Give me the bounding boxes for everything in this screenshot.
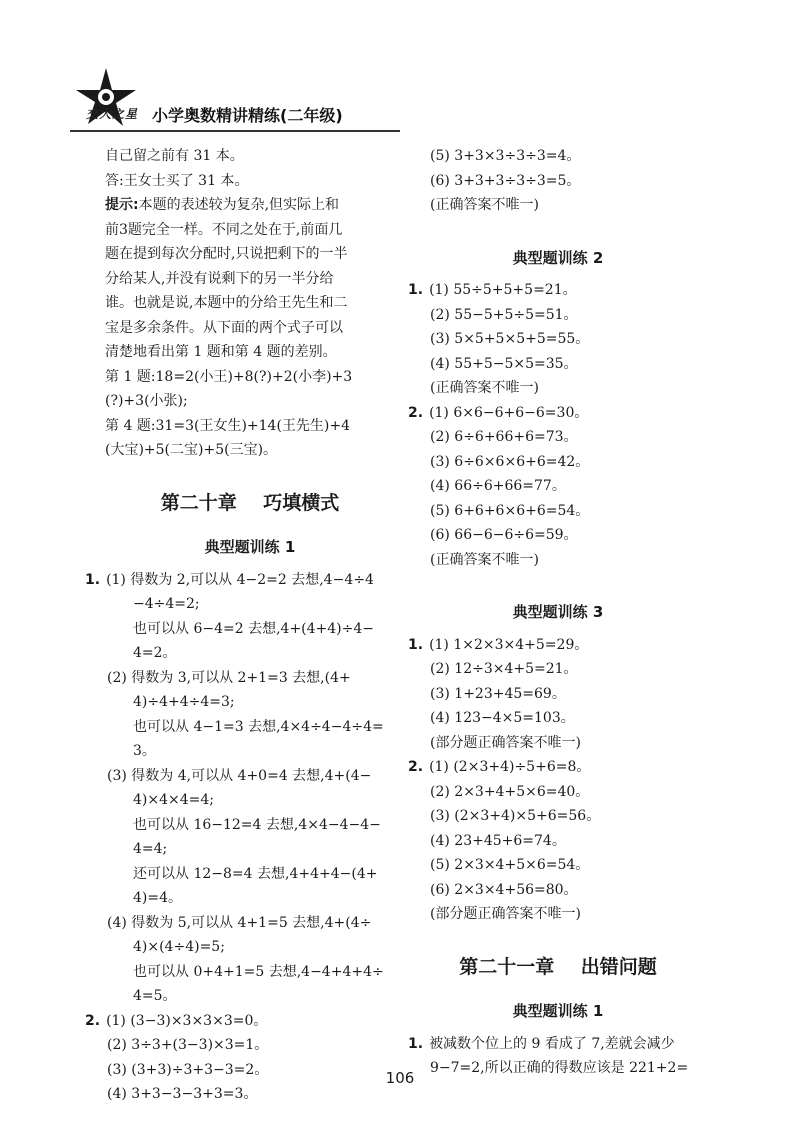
left-column	[85, 144, 395, 1107]
question-line: 2. (1) (2×3+4)÷5+6=8。	[408, 759, 591, 775]
text-line: (6) 3+3+3÷3÷3=5。	[430, 172, 581, 189]
section-title: 典型题训练 1	[204, 538, 296, 556]
question-number: 1.	[85, 571, 101, 588]
book-title: 小学奥数精讲精练(二年级)	[152, 106, 343, 125]
text-line: 4)×(4÷4)=5;	[133, 939, 225, 955]
text-line: 清楚地看出第 1 题和第 4 题的差别。	[105, 344, 337, 360]
text-line: (6) 2×3×4+56=80。	[430, 881, 578, 898]
text-line: (部分题正确答案不唯一)	[430, 906, 581, 922]
text-line: (3) (3+3)÷3+3−3=2。	[107, 1061, 269, 1078]
question-number: 1.	[408, 282, 424, 298]
text-line: 题在提到每次分配时,只说把剩下的一半	[105, 246, 348, 262]
question-line: 1. (1) 55÷5+5+5=21。	[408, 282, 577, 298]
text-line: 谁。也就是说,本题中的分给王先生和二	[105, 295, 348, 311]
text-line: 也可以从 4−1=3 去想,4×4÷4−4÷4=	[133, 718, 384, 735]
page-number: 106	[385, 1069, 415, 1087]
text-line: 4=4;	[133, 841, 168, 857]
text-line: (2) 12÷3×4+5=21。	[430, 661, 578, 677]
text-line: (3) 6÷6×6×6+6=42。	[430, 453, 590, 470]
text-line: (3) 1+23+45=69。	[430, 685, 566, 702]
text-line: (5) 6+6+6×6+6=54。	[430, 502, 590, 519]
brand-name: 交大之星	[86, 107, 139, 121]
text-line: 还可以从 12−8=4 去想,4+4+4−(4+	[133, 865, 378, 882]
page-header	[70, 64, 410, 134]
text-line: (4) 得数为 5,可以从 4+1=5 去想,4+(4÷	[107, 914, 372, 931]
text-line: 也可以从 6−4=2 去想,4+(4+4)÷4−	[133, 620, 375, 637]
text-line: (5) 3+3×3÷3÷3=4。	[430, 148, 581, 164]
text-line: (3) 5×5+5×5+5=55。	[430, 331, 590, 347]
section-title: 典型题训练 2	[512, 248, 604, 267]
tip-label: 提示:	[105, 197, 139, 213]
text-line: 自己留之前有 31 本。	[105, 148, 244, 164]
question-number: 2.	[408, 404, 424, 421]
text-line: (2) 55−5+5÷5=51。	[430, 306, 578, 323]
text-line: 3。	[133, 743, 156, 759]
text-line: 第 4 题:31=3(王女生)+14(王先生)+4	[105, 417, 351, 434]
question-number: 1.	[408, 1035, 424, 1052]
text-line: (6) 66−6−6÷6=59。	[430, 527, 578, 543]
text-line: 4)×4×4=4;	[133, 792, 214, 808]
text-line: 4)=4。	[133, 890, 183, 906]
text-line: 4=5。	[133, 988, 177, 1004]
question-line: 2. (1) 6×6−6+6−6=30。	[408, 404, 589, 421]
right-column	[408, 144, 708, 1081]
chapter-title: 第二十章 巧填横式	[160, 491, 340, 514]
text-line: 前3题完全一样。不同之处在于,前面几	[105, 221, 343, 238]
text-line: (2) 得数为 3,可以从 2+1=3 去想,(4+	[107, 669, 351, 686]
text-line: (3) (2×3+4)×5+6=56。	[430, 808, 601, 824]
header-divider	[70, 130, 400, 132]
text-line: 也可以从 0+4+1=5 去想,4−4+4+4÷	[133, 963, 384, 980]
text-line: 第 1 题:18=2(小王)+8(?)+2(小李)+3	[105, 368, 353, 385]
text-line: (4) 23+45+6=74。	[430, 832, 566, 849]
text-line: (部分题正确答案不唯一)	[430, 734, 581, 751]
answer-line: 答:王女士买了 31 本。	[105, 172, 249, 189]
text-line: (4) 3+3−3−3+3=3。	[107, 1086, 258, 1102]
question-line: 1. (1) 得数为 2,可以从 4−2=2 去想,4−4÷4	[85, 571, 374, 588]
text-line: 4)÷4+4÷4=3;	[133, 694, 235, 710]
text-line: (2) 2×3+4+5×6=40。	[430, 783, 590, 800]
text-line: 分给某人,并没有说剩下的另一半分给	[105, 270, 334, 287]
text-line: (4) 123−4×5=103。	[430, 710, 575, 726]
text-line: (4) 66÷6+66=77。	[430, 478, 566, 494]
text-line: 也可以从 16−12=4 去想,4×4−4−4−	[133, 816, 381, 833]
question-line: 2. (1) (3−3)×3×3×3=0。	[85, 1012, 268, 1029]
question-number: 1.	[408, 636, 424, 653]
text-line: −4÷4=2;	[133, 596, 200, 612]
question-line: 1. 被减数个位上的 9 看成了 7,差就会减少	[408, 1035, 675, 1052]
text-line: 9−7=2,所以正确的得数应该是 221+2=	[430, 1060, 689, 1076]
text-line: (大宝)+5(二宝)+5(三宝)。	[105, 442, 278, 458]
question-number: 2.	[85, 1012, 101, 1029]
tip-line	[105, 193, 395, 218]
text-line: (?)+3(小张);	[105, 393, 188, 409]
text-line: (正确答案不唯一)	[430, 197, 539, 213]
text-line: (2) 3÷3+(3−3)×3=1。	[107, 1037, 269, 1053]
text-line: (4) 55+5−5×5=35。	[430, 355, 578, 372]
text-line: 宝是多余条件。从下面的两个式子可以	[105, 319, 343, 336]
text-line: 4=2。	[133, 645, 177, 661]
chapter-title: 第二十一章 出错问题	[459, 955, 657, 978]
text-line: (5) 2×3×4+5×6=54。	[430, 857, 590, 873]
section-title: 典型题训练 3	[512, 603, 604, 621]
text-line: (3) 得数为 4,可以从 4+0=4 去想,4+(4−	[107, 767, 372, 784]
text-line: (正确答案不唯一)	[430, 380, 539, 396]
question-number: 2.	[408, 759, 424, 775]
text-line: (正确答案不唯一)	[430, 551, 539, 568]
tip-text: 本题的表述较为复杂,但实际上和	[138, 197, 340, 213]
text-line: (2) 6÷6+66+6=73。	[430, 429, 578, 445]
question-line: 1. (1) 1×2×3×4+5=29。	[408, 636, 589, 653]
section-title: 典型题训练 1	[512, 1002, 604, 1020]
